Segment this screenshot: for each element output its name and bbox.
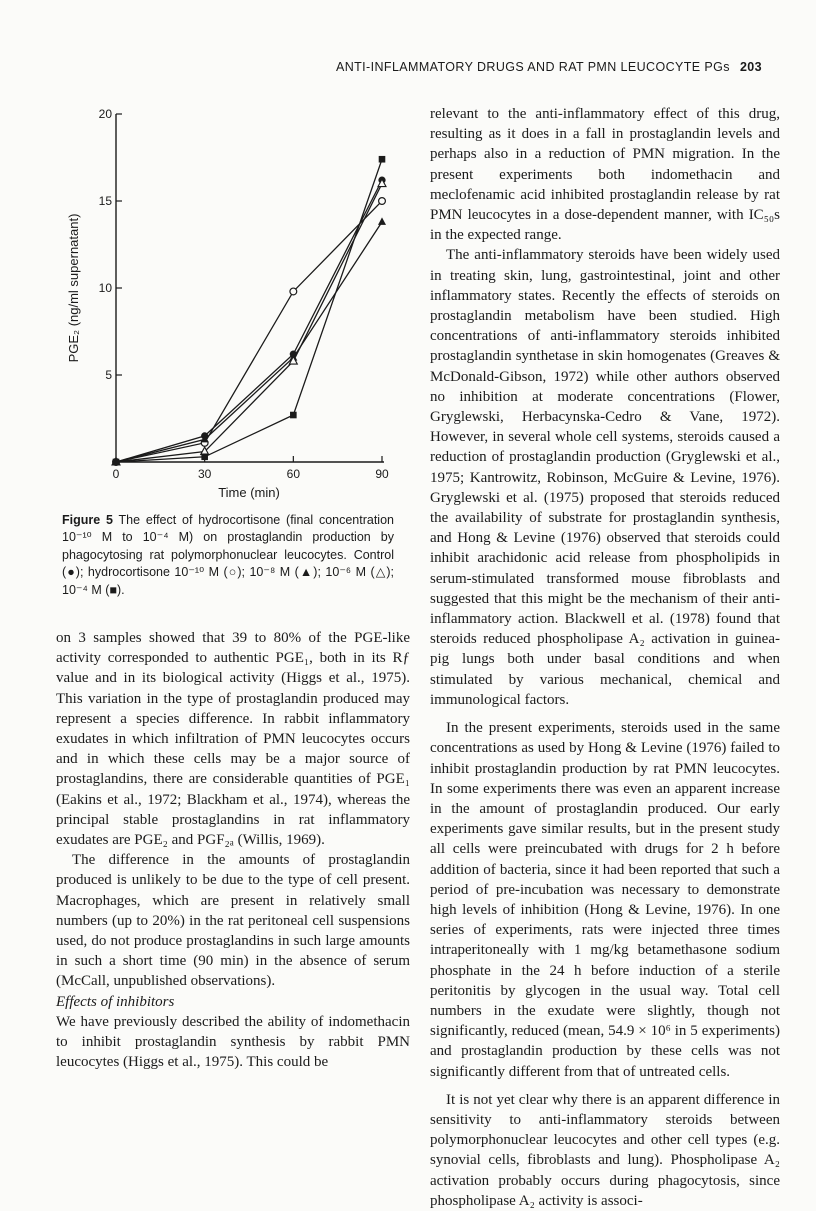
left-column xyxy=(56,628,410,1072)
y-axis-label: PGE₂ (ng/ml supernatant) xyxy=(66,213,81,363)
figure-5-chart xyxy=(56,98,396,508)
series-5-markers xyxy=(113,156,386,465)
series-2-markers xyxy=(113,198,386,466)
y-tick-label: 10 xyxy=(98,281,112,295)
right-paragraph-3: In the present experiments, steroids used in the same concentrations as used by Hong & Levine (1976) failed to inhibit prostaglandin production by rat PMN leucocytes. In some experiments there was even an apparent increase in the amount of prostaglandin produced. Our early experiments gave similar results, but in the present study all cells were preincubated with drugs for 2 h before addition of bacteria, since it had been reported that such a period of pre-incubation was necessary to demonstrate high levels of inhibition (Hong & Levine, 1976). In one series of experiments, rats were injected three times intraperitoneally with 1 mg/kg betamethasone sodium phosphate in the 24 h before induction of a sterile peritonitis by glycogen in the usual way. Total cell numbers in the exudate were slightly, though not significantly, reduced (mean, 54.9 × 10⁶ in 5 experiments) and prostaglandin production by these cells was not significantly different from that of untreated cells. xyxy=(430,720,780,1080)
right-paragraph-1: relevant to the anti-inflammatory effect of this drug, resulting as it does in a fall in prostaglandin levels and perhaps also in a reduction of PMN migration. In the present experiments both indomethacin and meclofenamic acid inhibited prostaglandin release by rat PMN leucocytes in a dose-dependent manner, with IC₅₀s in the expected range. xyxy=(430,106,780,244)
running-header xyxy=(336,60,762,74)
running-title: ANTI-INFLAMMATORY DRUGS AND RAT PMN LEUCOCYTE PGs xyxy=(335,60,730,74)
series-4-markers xyxy=(112,179,386,465)
page-number: 203 xyxy=(739,60,762,74)
section-heading: Effects of inhibitors xyxy=(56,993,175,1010)
series-line xyxy=(116,201,382,462)
left-paragraph-1: on 3 samples showed that 39 to 80% of the PGE-like activity corresponded to authentic PGE₁, both in its Rƒ value and in its biological activity (Higgs et al., 1975). This variation in the type of prostaglandin produced may represent a species difference. In rabbit inflammatory exudates in which infiltration of PMN leucocytes occurs and in which these cells may be a major source of prostaglandins, there are considerable quantities of PGE₁ (Eakins et al., 1972; Blackham et al., 1974), whereas the principal stable prostaglandins in rat inflammatory exudates are PGE₂ and PGF₂ₐ (Willis, 1969). xyxy=(56,630,410,849)
left-paragraph-2: The difference in the amounts of prostaglandin produced is unlikely to be due to the type of cell present. Macrophages, which are present in relatively small numbers (up to 20%) in the rat peritoneal cell suspensions used, do not produce prostaglandins in such large amounts in such a short time (90 min) in the absence of serum (McCall, unpublished observations). xyxy=(56,852,410,990)
y-tick-label: 15 xyxy=(98,194,112,208)
filled-square-marker xyxy=(379,156,386,163)
series-line xyxy=(116,184,382,462)
series-3-markers xyxy=(112,217,386,465)
series-5 xyxy=(116,159,382,462)
right-paragraph-2: The anti-inflammatory steroids have been widely used in treating skin, lung, gastrointestinal, joint and other inflammatory states. Recently the effects of steroids on prostaglandin metabolism have been studied. High concentrations of anti-inflammatory steroids inhibited prostaglandin synthetase in skin homogenates (Greaves & McDonald-Gibson, 1972) while other authors observed no inhibition at moderate concentrations (Flower, Gryglewski, Herbacynska-Cedro & Vane, 1972). However, in several whole cell systems, steroids caused a reduction of prostaglandin production (Gryglewski et al., 1975; Kantrowitz, Robinson, McGuire & Levine, 1976). Gryglewski et al. (1975) proposed that steroids reduced the availability of substrate for prostaglandin synthesis, and Hong & Levine (1976) observed that steroids could inhibit arachidonic acid release from phospholipids in serum-stimulated transformed mouse fibroblasts and suggested that this might be the mechanism of their anti-inflammatory action. Blackwell et al. (1978) found that steroids reduced phospholipase A₂ activation in guinea-pig lungs both under basal conditions and when stimulated by various mechanical, chemical and immunological factors. xyxy=(430,247,780,708)
left-paragraph-3: We have previously described the ability of indomethacin to inhibit prostaglandin synthesis by rabbit PMN leucocytes (Higgs et al., 1975). This could be xyxy=(56,1013,410,1071)
figure-caption-text: The effect of hydrocortisone (final concentration 10⁻¹⁰ M to 10⁻⁴ M) on prostaglandin production by phagocytosing rat polymorphonuclear leucocytes. Control (●); hydrocortisone 10⁻¹⁰ M (○); 10⁻⁸ M (▲); 10⁻⁶ M (△); 10⁻⁴ M (■). xyxy=(62,513,394,597)
x-axis-label: Time (min) xyxy=(218,485,280,500)
open-circle-marker xyxy=(290,288,297,295)
x-tick-label: 60 xyxy=(286,467,301,481)
x-tick-label: 0 xyxy=(112,467,120,481)
x-tick-label: 30 xyxy=(197,467,212,481)
x-tick-label: 90 xyxy=(375,467,389,481)
figure-caption xyxy=(62,512,394,599)
series-2 xyxy=(116,201,382,462)
filled-square-marker xyxy=(201,453,208,460)
series-1-markers xyxy=(112,177,385,466)
filled-square-marker xyxy=(290,412,297,419)
series-1 xyxy=(116,180,382,462)
y-tick-label: 5 xyxy=(105,368,112,382)
figure-label: Figure 5 xyxy=(62,513,113,527)
right-column xyxy=(430,104,780,1211)
open-circle-marker xyxy=(379,198,386,205)
series-4 xyxy=(116,184,382,462)
filled-triangle-marker xyxy=(378,217,386,225)
right-paragraph-4: It is not yet clear why there is an apparent difference in sensitivity to anti-inflammatory steroids between polymorphonuclear leucocytes and other cell types (e.g. synovial cells, fibroblasts and lung). Phospholipase A₂ activation probably occurs during phagocytosis, since phospholipase A₂ activity is associ- xyxy=(430,1091,780,1209)
y-tick-label: 20 xyxy=(98,107,112,121)
filled-square-marker xyxy=(113,459,120,466)
series-line xyxy=(116,180,382,462)
series-line xyxy=(116,159,382,462)
